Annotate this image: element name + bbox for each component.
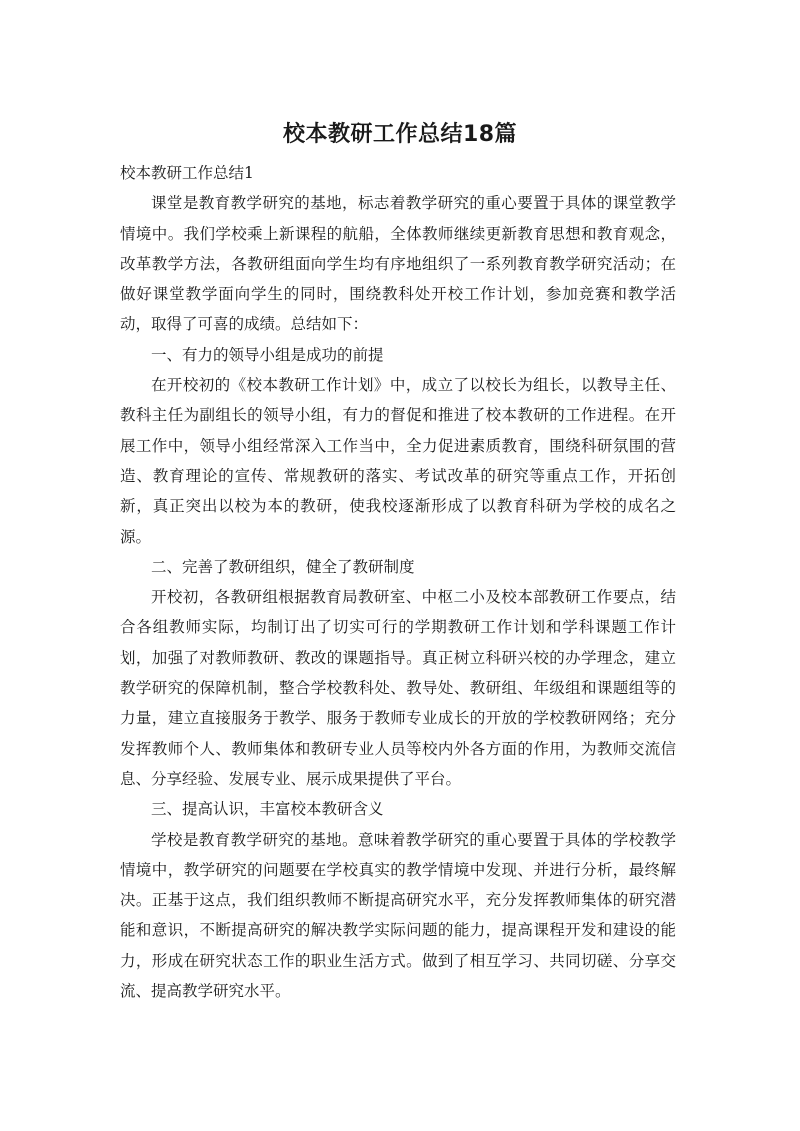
section-subtitle: 校本教研工作总结1: [120, 164, 254, 182]
paragraph-section-2: 开校初，各教研组根据教育局教研室、中枢二小及校本部教研工作要点，结合各组教师实际，均制订出了切实可行的学期教研工作计划和学科课题工作计划，加强了对教师教研、教改的课题指导。真正树立科研兴校的办学理念，建立教学研究的保障机制，整合学校教科处、教导处、教研组、年级组和课题组等的力量，建立直接服务于教学、服务于教师专业成长的开放的学校教研网络；充分发挥教师个人、教师集体和教研专业人员等校内外各方面的作用，为教师交流信息、分享经验、发展专业、展示成果提供了平台。: [120, 588, 676, 788]
document-title: 校本教研工作总结18篇: [282, 122, 518, 147]
heading-section-2: 二、完善了教研组织，健全了教研制度: [151, 557, 415, 576]
paragraph-section-1: 在开校初的《校本教研工作计划》中，成立了以校长为组长，以教导主任、教科主任为副组长的领导小组，有力的督促和推进了校本教研的工作进程。在开展工作中，领导小组经常深入工作当中，全力促进素质教育，围绕科研氛围的营造、教育理论的宣传、常规教研的落实、考试改革的研究等重点工作，开拓创新，真正突出以校为本的教研，使我校逐渐形成了以教育科研为学校的成名之源。: [120, 376, 676, 546]
paragraph-intro: 课堂是教育教学研究的基地，标志着教学研究的重心要置于具体的课堂教学情境中。我们学校乘上新课程的航船，全体教师继续更新教育思想和教育观念，改革教学方法，各教研组面向学生均有序地组织了一系列教育教学研究活动；在做好课堂教学面向学生的同时，围绕教科处开校工作计划，参加竞赛和教学活动，取得了可喜的成绩。总结如下：: [120, 194, 676, 334]
document-body: [120, 158, 676, 1006]
paragraph-section-3: 学校是教育教学研究的基地。意味着教学研究的重心要置于具体的学校教学情境中，教学研究的问题要在学校真实的教学情境中发现、并进行分析，最终解决。正基于这点，我们组织教师不断提高研究水平，充分发挥教师集体的研究潜能和意识，不断提高研究的解决教学实际问题的能力，提高课程开发和建设的能力，形成在研究状态工作的职业生活方式。做到了相互学习、共同切磋、分享交流、提高教学研究水平。: [120, 830, 676, 1001]
heading-section-3: 三、提高认识，丰富校本教研含义: [151, 800, 384, 819]
heading-section-1: 一、有力的领导小组是成功的前提: [151, 345, 384, 364]
